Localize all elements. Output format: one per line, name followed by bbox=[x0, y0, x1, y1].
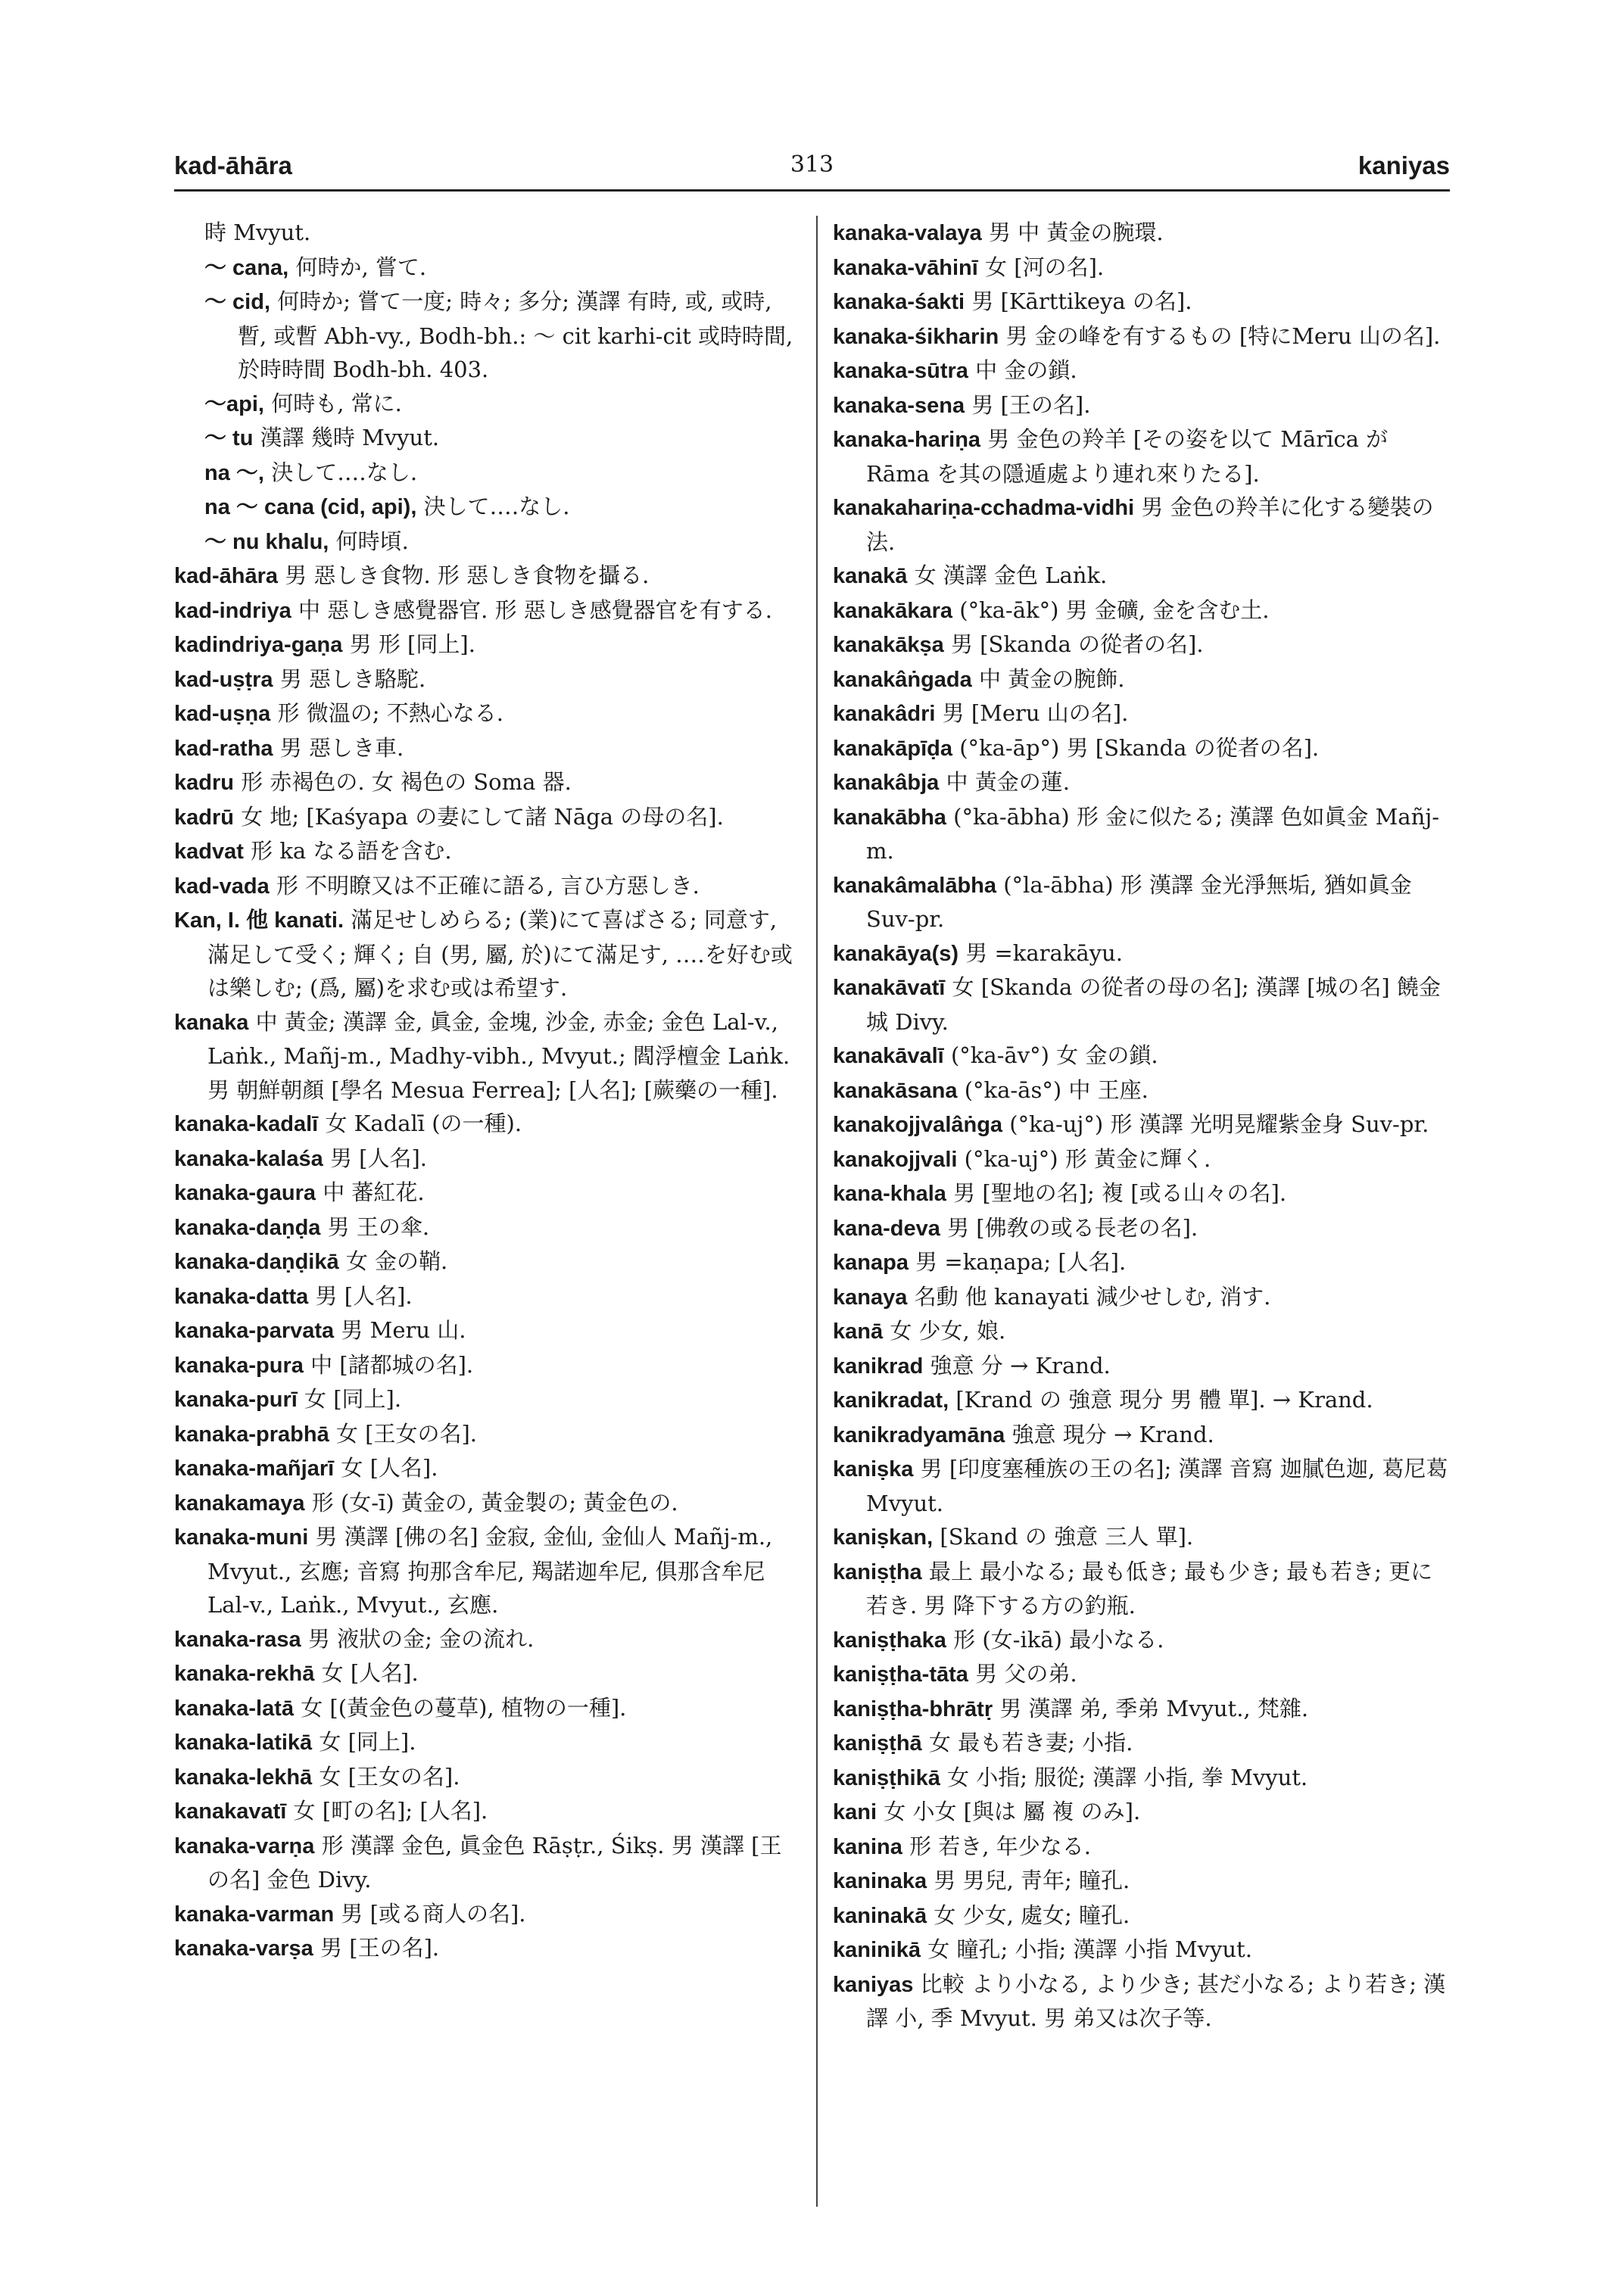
dictionary-entry bbox=[174, 456, 803, 491]
entry-headword: kanakākara bbox=[833, 598, 953, 623]
entry-headword: kani bbox=[833, 1800, 877, 1824]
entry-definition: 中 [諸都城の名]. bbox=[310, 1351, 474, 1378]
entry-definition: 男 [或る商人の名]. bbox=[341, 1900, 526, 1927]
entry-headword: kaniyas bbox=[833, 1972, 914, 1997]
entry-headword: kanaka-śakti bbox=[833, 290, 965, 314]
entry-definition: 男 漢譯 [佛の名] 金寂, 金仙, 金仙人 Mañj-m., Mvyut., 玄應; 音寫 拘那含牟尼, 羯諾迦牟尼, 俱那含牟尼 Lal-v., Laṅk., Mvyut., 玄應. bbox=[207, 1524, 773, 1618]
dictionary-entry bbox=[174, 1829, 803, 1897]
entry-definition: 男 金色の羚羊 [その姿を以て Mārīca が Rāma を其の隱遁處より連れ來りたる]. bbox=[866, 426, 1389, 487]
entry-headword: kanakamaya bbox=[174, 1491, 305, 1516]
entry-definition: 何時か; 嘗て一度; 時々; 多分; 漢譯 有時, 或, 或時, 暫, 或暫 Abh-vy., Bodh-bh.: ～ cit karhi-cit 或時時間, 於時時間 Bodh-bh. 403. bbox=[238, 288, 793, 382]
entry-definition: (°ka-ābha) 形 金に似たる; 漢譯 色如眞金 Mañj-m. bbox=[866, 803, 1440, 864]
entry-headword: kaninaka bbox=[833, 1869, 927, 1893]
dictionary-entry bbox=[833, 1039, 1450, 1073]
entry-definition: 形 微溫の; 不熱心なる. bbox=[277, 700, 503, 726]
entry-definition: 女 地; [Kaśyapa の妻にして諸 Nāga の母の名]. bbox=[241, 803, 724, 830]
entry-definition: (°ka-uj°) 形 漢譯 光明晃耀紫金身 Suv-pr. bbox=[1009, 1111, 1429, 1137]
dictionary-entry bbox=[174, 1348, 803, 1383]
entry-definition: 男 父の弟. bbox=[975, 1661, 1077, 1687]
entry-headword: kadindriya-gaṇa bbox=[174, 633, 343, 657]
entry-headword: na ～, bbox=[204, 460, 264, 485]
dictionary-entry bbox=[833, 765, 1450, 800]
entry-headword: kanaya bbox=[833, 1285, 908, 1310]
dictionary-entry bbox=[174, 1725, 803, 1760]
dictionary-entry bbox=[174, 731, 803, 766]
entry-headword: kana-khala bbox=[833, 1182, 946, 1206]
dictionary-entry bbox=[833, 731, 1450, 766]
entry-headword: kanaka-varṣa bbox=[174, 1936, 313, 1961]
entry-headword: kanaka-prabhā bbox=[174, 1422, 329, 1447]
entry-definition: 女 [Skanda の從者の母の名]; 漢譯 [城の名] 饒金城 Divy. bbox=[866, 974, 1441, 1035]
dictionary-entry bbox=[833, 1967, 1450, 2036]
entry-headword: kanaka-kalaśa bbox=[174, 1146, 323, 1171]
entry-headword: kanaka-hariṇa bbox=[833, 428, 981, 452]
dictionary-entry bbox=[833, 251, 1450, 285]
dictionary-entry bbox=[174, 869, 803, 904]
entry-definition: 中 黃金; 漢譯 金, 眞金, 金塊, 沙金, 赤金; 金色 Lal-v., Laṅk., Mañj-m., Madhy-vibh., Mvyut.; 閻浮檀金 Laṅk. 男 朝鮮朝顏 [學名 Mesua Ferrea]; [人名]; [蕨藥の一種]. bbox=[207, 1008, 790, 1103]
dictionary-entry bbox=[833, 1211, 1450, 1246]
entry-headword: kanaka-daṇḍikā bbox=[174, 1250, 339, 1274]
entry-definition: 男 [印度塞種族の王の名]; 漢譯 音寫 迦膩色迦, 葛尼葛 Mvyut. bbox=[866, 1456, 1448, 1516]
dictionary-entry bbox=[833, 1933, 1450, 1967]
entry-headword: kanakahariṇa-cchadma-vidhi bbox=[833, 496, 1135, 520]
dictionary-entry bbox=[174, 1794, 803, 1829]
entry-headword: kaniṣṭhā bbox=[833, 1731, 922, 1756]
entry-definition: 決して‥‥なし. bbox=[271, 459, 418, 485]
entry-headword: kanaka-kadalī bbox=[174, 1112, 319, 1136]
entry-definition: 女 [(黃金色の蔓草), 植物の一種]. bbox=[301, 1694, 627, 1721]
entry-definition: 中 蕃紅花. bbox=[323, 1179, 425, 1205]
entry-definition: 男 [王の名]. bbox=[320, 1935, 440, 1961]
entry-definition: 女 [同上]. bbox=[319, 1729, 416, 1755]
entry-definition: 男 形 [同上]. bbox=[349, 631, 475, 657]
entry-headword: kanaka-varṇa bbox=[174, 1833, 315, 1858]
entry-definition: (°ka-uj°) 形 黃金に輝く. bbox=[964, 1145, 1211, 1172]
dictionary-entry bbox=[833, 594, 1450, 628]
entry-definition: (°la-ābha) 形 漢譯 金光淨無垢, 猶如眞金 Suv-pr. bbox=[866, 871, 1412, 932]
running-header bbox=[174, 151, 1450, 192]
entry-headword: kaniṣkan, bbox=[833, 1525, 934, 1550]
entry-definition: 女 少女, 娘. bbox=[890, 1318, 1006, 1344]
entry-definition: 何時頃. bbox=[335, 528, 409, 554]
dictionary-entry bbox=[174, 216, 803, 251]
entry-definition: (°ka-ās°) 中 王座. bbox=[964, 1076, 1149, 1103]
dictionary-entry bbox=[174, 421, 803, 456]
entry-definition: 中 惡しき感覺器官. 形 惡しき感覺器官を有する. bbox=[298, 597, 773, 623]
entry-headword: kanakākṣa bbox=[833, 633, 944, 657]
entry-definition: 男 [人名]. bbox=[315, 1282, 413, 1309]
entry-definition: 女 少女, 處女; 瞳孔. bbox=[934, 1902, 1130, 1928]
dictionary-entry bbox=[833, 936, 1450, 971]
entry-headword: kanaka-datta bbox=[174, 1284, 309, 1309]
entry-headword: ～ cana, bbox=[204, 255, 289, 280]
dictionary-entry bbox=[833, 491, 1450, 559]
entry-definition: 男 [Meru 山の名]. bbox=[942, 700, 1129, 726]
entry-definition: (°ka-āk°) 男 金礦, 金を含む土. bbox=[959, 597, 1270, 623]
entry-headword: kanikradyamāna bbox=[833, 1422, 1005, 1447]
dictionary-entry bbox=[174, 1142, 803, 1176]
entry-definition: [Skand の 強意 三人 單]. bbox=[940, 1524, 1194, 1550]
entry-definition: 形 ka なる語を含む. bbox=[251, 838, 452, 864]
entry-definition: 女 瞳孔; 小指; 漢譯 小指 Mvyut. bbox=[927, 1936, 1252, 1962]
dictionary-entry bbox=[833, 868, 1450, 936]
dictionary-entry bbox=[833, 216, 1450, 251]
dictionary-entry bbox=[174, 903, 803, 1005]
dictionary-entry bbox=[174, 1931, 803, 1966]
entry-definition: 男 Meru 山. bbox=[341, 1317, 466, 1343]
dictionary-entry bbox=[174, 1005, 803, 1108]
dictionary-entry bbox=[833, 1142, 1450, 1177]
entry-headword: ～ nu khalu, bbox=[204, 529, 329, 554]
entry-definition: (°ka-āp°) 男 [Skanda の從者の名]. bbox=[959, 734, 1320, 761]
entry-headword: kanakāpīḍa bbox=[833, 736, 952, 761]
dictionary-entry bbox=[833, 1692, 1450, 1727]
entry-headword: kanaka-rasa bbox=[174, 1627, 301, 1652]
entry-headword: kanakāsana bbox=[833, 1078, 958, 1103]
entry-definition: 強意 現分 → Krand. bbox=[1011, 1421, 1214, 1447]
entry-headword: kanaka-muni bbox=[174, 1525, 309, 1550]
entry-definition: 滿足せしめらる; (業)にて喜ばさる; 同意す, 滿足して受く; 輝く; 自 (男, 屬, 於)にて滿足す, ‥‥を好む或は樂しむ; (爲, 屬)を求む或は希望す. bbox=[207, 907, 793, 1001]
entry-headword: ～api, bbox=[204, 391, 264, 416]
dictionary-entry bbox=[833, 628, 1450, 662]
dictionary-entry bbox=[833, 1418, 1450, 1453]
entry-headword: kanakābha bbox=[833, 805, 946, 830]
entry-definition: 男 惡しき駱駝. bbox=[279, 665, 426, 692]
dictionary-entry bbox=[174, 1417, 803, 1452]
entry-headword: kanaka-sena bbox=[833, 393, 965, 418]
dictionary-entry bbox=[833, 662, 1450, 697]
entry-headword: kanakāya(s) bbox=[833, 941, 959, 966]
entry-definition: 男 [人名]. bbox=[329, 1145, 428, 1171]
left-column bbox=[174, 216, 803, 1966]
entry-definition: 形 若き, 年少なる. bbox=[909, 1833, 1091, 1859]
entry-headword: kanaka-mañjarī bbox=[174, 1456, 335, 1481]
entry-definition: 女 [町の名]; [人名]. bbox=[293, 1798, 488, 1824]
entry-definition: 女 小指; 服從; 漢譯 小指, 拳 Mvyut. bbox=[947, 1764, 1308, 1790]
entry-definition: 女 [同上]. bbox=[304, 1386, 402, 1412]
entry-definition: 男 =kaṇapa; [人名]. bbox=[915, 1249, 1127, 1275]
dictionary-entry bbox=[833, 1314, 1450, 1349]
dictionary-entry bbox=[833, 285, 1450, 319]
header-right-word: kaniyas bbox=[1357, 151, 1450, 179]
entry-definition: 女 [河の名]. bbox=[985, 254, 1105, 280]
entry-definition: 女 最も若き妻; 小指. bbox=[928, 1730, 1133, 1756]
dictionary-entry bbox=[833, 388, 1450, 423]
entry-definition: 形 (女-ikā) 最小なる. bbox=[953, 1626, 1164, 1653]
entry-headword: kanaka-pura bbox=[174, 1353, 304, 1378]
entry-definition: 比較 より小なる, より少き; 甚だ小なる; より若き; 漢譯 小, 季 Mvyut. 男 弟又は次子等. bbox=[866, 1971, 1446, 2031]
entry-headword: kad-uṣṇa bbox=[174, 702, 271, 726]
right-column bbox=[833, 216, 1450, 2036]
dictionary-entry bbox=[174, 387, 803, 422]
entry-definition: 男 惡しき食物. 形 惡しき食物を攝る. bbox=[285, 562, 650, 588]
entry-definition: 女 小女 [與は 屬 複 のみ]. bbox=[884, 1799, 1141, 1824]
entry-headword: kad-vada bbox=[174, 874, 270, 899]
entry-definition: 女 [人名]. bbox=[321, 1660, 419, 1686]
entry-definition: 漢譯 幾時 Mvyut. bbox=[260, 425, 440, 450]
dictionary-entry bbox=[174, 662, 803, 697]
entry-definition: 男 [Kārttikeya の名]. bbox=[971, 288, 1192, 314]
entry-headword: kanaka bbox=[174, 1010, 249, 1035]
entry-headword: Kan, I. 他 kanati. bbox=[174, 908, 344, 933]
dictionary-entry bbox=[174, 1897, 803, 1932]
entry-definition: 男 金色の羚羊に化する變裝の法. bbox=[866, 494, 1434, 555]
dictionary-entry bbox=[833, 970, 1450, 1039]
entry-definition: 男 男兒, 靑年; 瞳孔. bbox=[934, 1868, 1130, 1893]
entry-definition: 女 [王女の名]. bbox=[319, 1763, 460, 1790]
entry-headword: kad-ratha bbox=[174, 736, 273, 761]
entry-definition: 男 金の峰を有するもの [特にMeru 山の名]. bbox=[1005, 322, 1441, 349]
dictionary-entry bbox=[833, 1623, 1450, 1658]
dictionary-entry bbox=[174, 628, 803, 662]
dictionary-entry bbox=[174, 1520, 803, 1622]
entry-headword: kaninakā bbox=[833, 1903, 927, 1928]
entry-headword: kanakâdri bbox=[833, 702, 936, 726]
entry-definition: 中 黃金の腕飾. bbox=[978, 665, 1125, 692]
entry-headword: kanakā bbox=[833, 564, 908, 588]
dictionary-entry bbox=[833, 1520, 1450, 1555]
dictionary-entry bbox=[833, 1795, 1450, 1830]
entry-headword: kana-deva bbox=[833, 1216, 940, 1241]
dictionary-entry bbox=[833, 559, 1450, 594]
dictionary-entry bbox=[174, 1760, 803, 1795]
dictionary-entry bbox=[174, 696, 803, 731]
entry-definition: 決して‥‥なし. bbox=[423, 494, 570, 519]
entry-headword: kanaka-latā bbox=[174, 1696, 294, 1721]
entry-headword: kanā bbox=[833, 1319, 884, 1344]
entry-headword: kanakāvalī bbox=[833, 1044, 944, 1068]
entry-headword: ～ cid, bbox=[204, 290, 271, 314]
dictionary-entry bbox=[833, 1383, 1450, 1418]
dictionary-entry bbox=[174, 1176, 803, 1210]
entry-headword: kanaka-daṇḍa bbox=[174, 1215, 321, 1240]
dictionary-entry bbox=[174, 490, 803, 525]
dictionary-entry bbox=[174, 1313, 803, 1348]
dictionary-entry bbox=[833, 422, 1450, 491]
entry-headword: kaniṣṭha-bhrātṛ bbox=[833, 1696, 993, 1721]
entry-headword: kaniṣṭhikā bbox=[833, 1765, 940, 1790]
entry-definition: 女 [王女の名]. bbox=[335, 1420, 477, 1447]
dictionary-entry bbox=[174, 285, 803, 387]
entry-definition: 最上 最小なる; 最も低き; 最も少き; 最も若き; 更に若き. 男 降下する方の釣瓶. bbox=[866, 1558, 1433, 1618]
entry-headword: kad-āhāra bbox=[174, 564, 279, 588]
entry-headword: kanakojjvalâṅga bbox=[833, 1113, 1003, 1137]
column-divider bbox=[816, 216, 818, 2207]
entry-definition: 形 不明瞭又は不正確に語る, 言ひ方惡しき. bbox=[276, 872, 700, 899]
dictionary-entry bbox=[174, 559, 803, 594]
entry-headword: kadrū bbox=[174, 805, 234, 830]
entry-definition: 女 金の鞘. bbox=[345, 1248, 448, 1274]
entry-definition: 男 [聖地の名]; 複 [或る山々の名]. bbox=[953, 1180, 1287, 1206]
entry-headword: kanaka-lekhā bbox=[174, 1765, 313, 1790]
entry-headword: kanakâmalābha bbox=[833, 873, 997, 898]
entry-definition: 名動 他 kanayati 減少せしむ, 消す. bbox=[914, 1283, 1271, 1310]
dictionary-entry bbox=[174, 1245, 803, 1279]
entry-headword: kanakojjvali bbox=[833, 1147, 958, 1172]
entry-definition: 男 液狀の金; 金の流れ. bbox=[307, 1625, 535, 1652]
dictionary-entry bbox=[833, 1864, 1450, 1899]
entry-definition: 男 [王の名]. bbox=[971, 391, 1091, 418]
dictionary-entry bbox=[833, 1555, 1450, 1623]
entry-definition: 形 赤褐色の. 女 褐色の Soma 器. bbox=[241, 769, 572, 795]
entry-headword: kanina bbox=[833, 1834, 902, 1859]
dictionary-entry bbox=[174, 1210, 803, 1245]
dictionary-entry bbox=[833, 354, 1450, 388]
entry-definition: 男 王の傘. bbox=[327, 1213, 430, 1240]
dictionary-entry bbox=[174, 1486, 803, 1521]
dictionary-entry bbox=[174, 1622, 803, 1657]
header-left-word: kad-āhāra bbox=[174, 151, 292, 179]
entry-definition: 形 (女-ī) 黃金の, 黃金製の; 黃金色の. bbox=[311, 1489, 678, 1516]
entry-headword: kanaka-rekhā bbox=[174, 1662, 315, 1686]
entry-definition: 男 [佛敎の或る長老の名]. bbox=[947, 1214, 1199, 1241]
dictionary-entry bbox=[833, 1280, 1450, 1315]
entry-definition: 男 [Skanda の從者の名]. bbox=[950, 631, 1204, 657]
dictionary-entry bbox=[833, 319, 1450, 354]
entry-definition: [Krand の 強意 現分 男 體 單]. → Krand. bbox=[955, 1387, 1373, 1413]
entry-definition: 男 漢譯 弟, 季弟 Mvyut., 梵雜. bbox=[999, 1695, 1309, 1721]
entry-definition: 何時か, 嘗て. bbox=[295, 254, 427, 280]
dictionary-entry bbox=[833, 1899, 1450, 1933]
entry-definition: 形 漢譯 金色, 眞金色 Rāṣṭr., Śikṣ. 男 漢譯 [王の名] 金色 Divy. bbox=[207, 1832, 782, 1893]
dictionary-entry bbox=[833, 1108, 1450, 1142]
entry-headword: kanaka-valaya bbox=[833, 221, 982, 245]
entry-headword: kad-uṣṭra bbox=[174, 667, 273, 692]
entry-headword: kanakâṅgada bbox=[833, 667, 972, 692]
dictionary-entry bbox=[174, 1656, 803, 1691]
entry-headword: kanaka-parvata bbox=[174, 1319, 335, 1343]
entry-definition: 男 惡しき車. bbox=[279, 734, 404, 761]
entry-headword: kanaka-śikharin bbox=[833, 324, 999, 349]
dictionary-entry bbox=[174, 1382, 803, 1417]
entry-headword: kanikrad bbox=[833, 1354, 924, 1379]
entry-headword: kanaka-gaura bbox=[174, 1181, 316, 1205]
entry-definition: 中 黃金の蓮. bbox=[946, 769, 1070, 795]
dictionary-entry bbox=[174, 1451, 803, 1486]
dictionary-entry bbox=[833, 800, 1450, 868]
dictionary-entry bbox=[174, 834, 803, 869]
entry-headword: kadvat bbox=[174, 840, 244, 864]
entry-headword: kanaka-sūtra bbox=[833, 359, 968, 383]
dictionary-entry bbox=[174, 800, 803, 835]
entry-definition: 男 中 黃金の腕環. bbox=[988, 220, 1164, 245]
entry-definition: 女 Kadalī (の一種). bbox=[325, 1111, 522, 1136]
entry-headword: kadru bbox=[174, 771, 234, 795]
entry-headword: kaniṣṭhaka bbox=[833, 1628, 946, 1653]
entry-headword: kanakâbja bbox=[833, 771, 940, 795]
entry-headword: kanaka-latikā bbox=[174, 1731, 313, 1755]
dictionary-entry bbox=[833, 1349, 1450, 1384]
entry-definition: 強意 分 → Krand. bbox=[930, 1352, 1111, 1379]
entry-headword: kaniṣka bbox=[833, 1457, 914, 1481]
entry-definition: 男 =karakāyu. bbox=[965, 939, 1123, 966]
entry-definition: 女 漢譯 金色 Laṅk. bbox=[914, 562, 1108, 588]
dictionary-entry bbox=[174, 1107, 803, 1142]
entry-headword: kanakāvatī bbox=[833, 976, 946, 1000]
dictionary-entry bbox=[833, 696, 1450, 731]
dictionary-entry bbox=[833, 1073, 1450, 1108]
entry-headword: kanaka-varman bbox=[174, 1902, 335, 1927]
page-number: 313 bbox=[790, 151, 834, 178]
entry-definition: 中 金の鎖. bbox=[975, 357, 1077, 383]
dictionary-entry bbox=[833, 1176, 1450, 1211]
entry-headword: kanaka-vāhinī bbox=[833, 255, 978, 280]
dictionary-entry bbox=[174, 525, 803, 559]
dictionary-entry bbox=[174, 594, 803, 628]
dictionary-entry bbox=[833, 1245, 1450, 1280]
entry-headword: na ～ cana (cid, api), bbox=[204, 495, 417, 519]
entry-headword: kanaka-purī bbox=[174, 1388, 298, 1412]
entry-definition: 何時も, 常に. bbox=[271, 390, 402, 416]
entry-headword: ～ tu bbox=[204, 426, 254, 450]
entry-headword: kaniṣṭha bbox=[833, 1559, 922, 1584]
dictionary-entry bbox=[174, 1279, 803, 1314]
dictionary-entry bbox=[833, 1830, 1450, 1865]
entry-headword: kanapa bbox=[833, 1251, 909, 1275]
entry-headword: kanakavatī bbox=[174, 1799, 287, 1824]
entry-definition: 時 Mvyut. bbox=[204, 220, 311, 245]
entry-headword: kaninikā bbox=[833, 1938, 921, 1962]
dictionary-entry bbox=[174, 251, 803, 285]
entry-headword: kad-indriya bbox=[174, 598, 291, 623]
dictionary-entry bbox=[833, 1452, 1450, 1520]
entry-definition: (°ka-āv°) 女 金の鎖. bbox=[950, 1042, 1158, 1068]
dictionary-entry bbox=[174, 1691, 803, 1726]
entry-headword: kanikradat, bbox=[833, 1388, 949, 1413]
dictionary-entry bbox=[833, 1761, 1450, 1796]
dictionary-entry bbox=[833, 1657, 1450, 1692]
entry-headword: kaniṣṭha-tāta bbox=[833, 1662, 968, 1687]
dictionary-entry bbox=[833, 1726, 1450, 1761]
entry-definition: 女 [人名]. bbox=[341, 1455, 438, 1481]
dictionary-entry bbox=[174, 765, 803, 800]
